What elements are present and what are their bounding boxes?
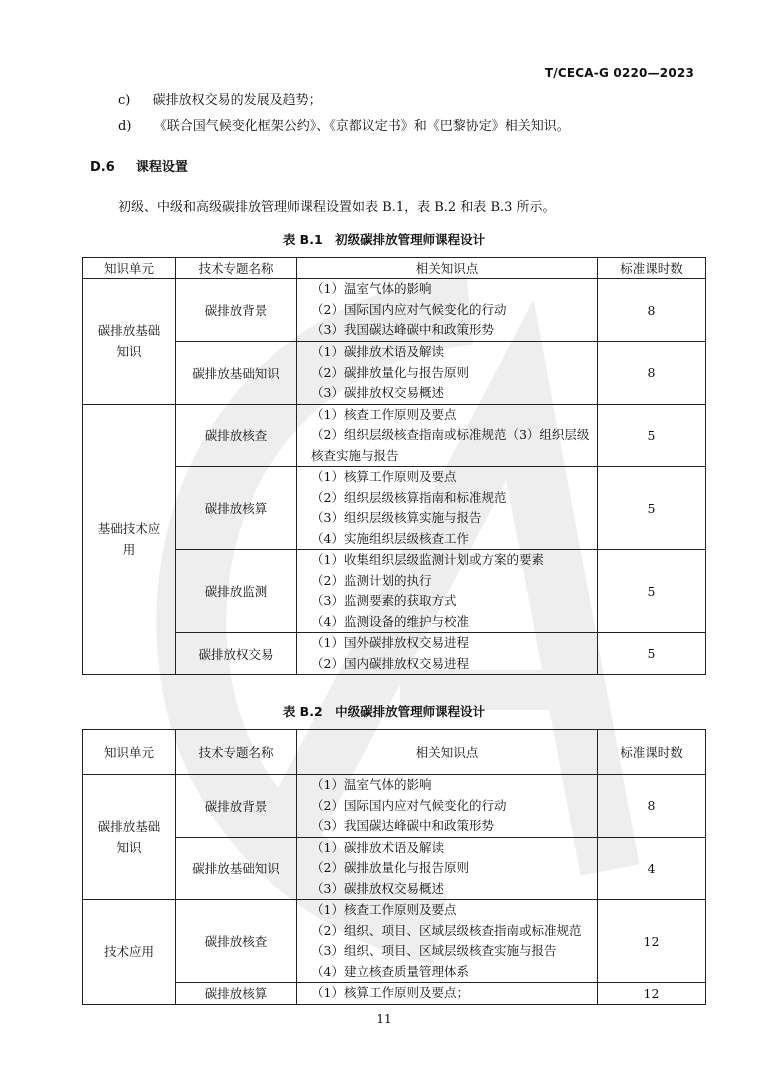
header-standard-hours: 标准课时数 xyxy=(598,258,706,279)
knowledge-point: （4）实施组织层级核查工作 xyxy=(311,530,469,546)
list-marker: c) xyxy=(118,93,131,108)
topic-cell: 碳排放基础知识 xyxy=(176,837,297,900)
knowledge-point: （2）碳排放量化与报告原则 xyxy=(311,364,469,380)
topic-cell: 碳排放背景 xyxy=(176,279,297,342)
knowledge-point: （4）建立核查质量管理体系 xyxy=(311,963,469,979)
hours-cell: 5 xyxy=(598,633,706,675)
table-row xyxy=(83,983,706,1005)
knowledge-point: （3）组织、项目、区域层级核查实施与报告 xyxy=(311,943,557,958)
topic-cell: 碳排放核查 xyxy=(176,900,297,983)
table-b2-caption: 表 B.2 中级碳排放管理师课程设计 xyxy=(282,704,486,719)
knowledge-points-cell xyxy=(297,633,598,675)
hours-cell: 8 xyxy=(598,342,706,405)
knowledge-point: （3）组织层级核算实施与报告 xyxy=(311,510,482,525)
list-text: 《联合国气候变化框架公约》、《京都议定书》和《巴黎协定》相关知识。 xyxy=(153,119,570,134)
knowledge-point: （1）碳排放术语及解读 xyxy=(311,344,444,359)
knowledge-points-cell xyxy=(297,279,598,342)
header-topic-name: 技术专题名称 xyxy=(176,730,297,775)
hours-cell: 12 xyxy=(598,983,706,1005)
knowledge-point: （2）组织层级核算指南和标准规范 xyxy=(311,489,507,505)
table-b1-caption: 表 B.1 初级碳排放管理师课程设计 xyxy=(282,232,486,247)
knowledge-points-cell xyxy=(297,775,598,838)
list-marker: d) xyxy=(118,119,132,134)
knowledge-point: （3）碳排放权交易概述 xyxy=(311,385,444,400)
knowledge-unit-cell: 碳排放基础知识 xyxy=(83,279,176,405)
knowledge-point: （1）核查工作原则及要点 xyxy=(311,406,457,422)
topic-cell: 碳排放监测 xyxy=(176,550,297,633)
knowledge-point: （1）国外碳排放权交易进程 xyxy=(311,635,469,650)
header-knowledge-points: 相关知识点 xyxy=(297,730,598,775)
header-knowledge-points: 相关知识点 xyxy=(297,258,598,279)
hours-cell: 5 xyxy=(598,550,706,633)
knowledge-points-cell xyxy=(297,550,598,633)
topic-cell: 碳排放权交易 xyxy=(176,633,297,675)
hours-cell: 8 xyxy=(598,775,706,838)
knowledge-point: （1）核算工作原则及要点 xyxy=(311,469,457,484)
knowledge-point: （2）监测计划的执行 xyxy=(311,572,432,588)
knowledge-points-cell xyxy=(297,983,598,1005)
knowledge-point: （1）温室气体的影响 xyxy=(311,281,432,297)
table-b2 xyxy=(82,729,706,1005)
knowledge-points-cell xyxy=(297,837,598,900)
header-knowledge-unit: 知识单元 xyxy=(83,258,176,279)
table-b1 xyxy=(82,257,706,675)
hours-cell: 5 xyxy=(598,467,706,550)
table-header-row xyxy=(83,258,706,279)
intro-paragraph: 初级、中级和高级碳排放管理师课程设置如表 B.1，表 B.2 和表 B.3 所示。 xyxy=(118,200,556,215)
list-item xyxy=(118,118,570,136)
table-row xyxy=(83,342,706,405)
knowledge-point: （2）国际国内应对气候变化的行动 xyxy=(311,797,507,813)
list-text: 碳排放权交易的发展及趋势； xyxy=(152,93,322,108)
knowledge-point: （4）监测设备的维护与校准 xyxy=(311,613,469,629)
hours-cell: 5 xyxy=(598,404,706,467)
hours-cell: 12 xyxy=(598,900,706,983)
standard-code: T/CECA-G 0220—2023 xyxy=(544,66,694,80)
header-knowledge-unit: 知识单元 xyxy=(83,730,176,775)
topic-cell: 碳排放核算 xyxy=(176,983,297,1005)
topic-cell: 碳排放背景 xyxy=(176,775,297,838)
topic-cell: 碳排放核查 xyxy=(176,404,297,467)
page-number: 11 xyxy=(376,1012,392,1026)
table-row xyxy=(83,900,706,983)
knowledge-point: （1）温室气体的影响 xyxy=(311,777,432,792)
table-header-row xyxy=(83,730,706,775)
knowledge-points-cell xyxy=(297,467,598,550)
knowledge-unit-cell: 碳排放基础知识 xyxy=(83,775,176,900)
knowledge-point: （1）核查工作原则及要点 xyxy=(311,902,457,917)
knowledge-point: （3）监测要素的获取方式 xyxy=(311,593,457,608)
table-row xyxy=(83,633,706,675)
knowledge-unit-cell: 基础技术应用 xyxy=(83,404,176,675)
knowledge-points-cell xyxy=(297,342,598,405)
knowledge-point: （3）我国碳达峰碳中和政策形势 xyxy=(311,818,494,833)
topic-cell: 碳排放基础知识 xyxy=(176,342,297,405)
section-number: D.6 xyxy=(90,160,115,175)
knowledge-points-cell xyxy=(297,404,598,467)
knowledge-unit-cell: 技术应用 xyxy=(83,900,176,1005)
hours-cell: 4 xyxy=(598,837,706,900)
knowledge-point: （1）核算工作原则及要点； xyxy=(311,985,469,1000)
hours-cell: 8 xyxy=(598,279,706,342)
knowledge-point: （2）国内碳排放权交易进程 xyxy=(311,655,469,671)
section-heading xyxy=(90,159,188,177)
table-row xyxy=(83,404,706,467)
table-row xyxy=(83,279,706,342)
knowledge-point: （1）收集组织层级监测计划或方案的要素 xyxy=(311,552,544,567)
knowledge-point: （2）组织、项目、区域层级核查指南或标准规范 xyxy=(311,922,582,938)
knowledge-points-cell xyxy=(297,900,598,983)
table-row xyxy=(83,837,706,900)
section-title: 课程设置 xyxy=(135,160,188,175)
header-standard-hours: 标准课时数 xyxy=(598,730,706,775)
header-topic-name: 技术专题名称 xyxy=(176,258,297,279)
list-item xyxy=(118,92,322,110)
knowledge-point: （3）碳排放权交易概述 xyxy=(311,880,444,896)
knowledge-point: （3）我国碳达峰碳中和政策形势 xyxy=(311,322,494,338)
topic-cell: 碳排放核算 xyxy=(176,467,297,550)
table-row xyxy=(83,775,706,838)
knowledge-point: （1）碳排放术语及解读 xyxy=(311,839,444,855)
knowledge-point: （2）组织层级核查指南或标准规范（3）组织层级核查实施与报告 xyxy=(311,427,590,463)
table-row xyxy=(83,467,706,550)
table-row xyxy=(83,550,706,633)
knowledge-point: （2）国际国内应对气候变化的行动 xyxy=(311,301,507,317)
knowledge-point: （2）碳排放量化与报告原则 xyxy=(311,860,469,875)
